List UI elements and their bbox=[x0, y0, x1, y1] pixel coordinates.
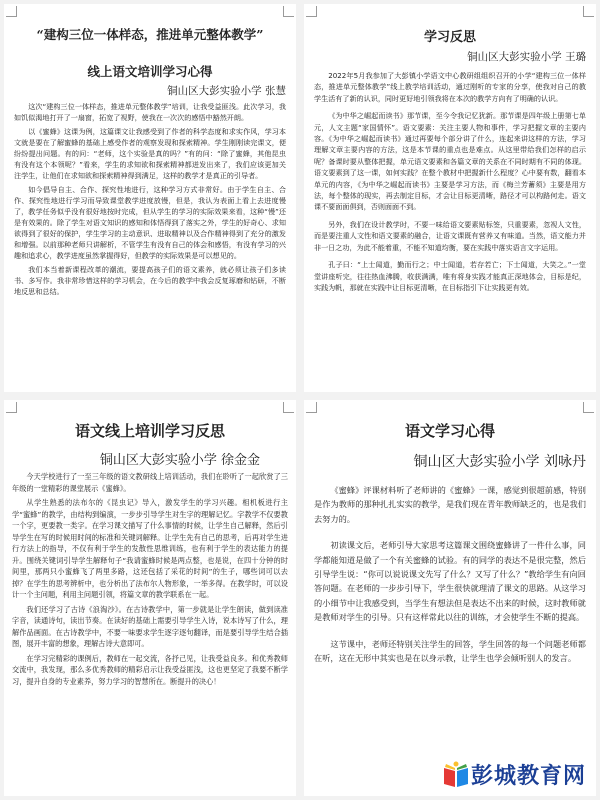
paragraph: 2022年5月我参加了大彭镇小学语文中心教研组组织召开的小学“建构三位一体样态，推进单元整体教学”线上教学培训活动，通过刚听的专家的分享，使我对自己的教学生活有了新的认识，同时更好地引领我将在本次的教学方向有了明确的认识。 bbox=[314, 71, 586, 103]
article-title-line-1: “建构三位一体样态，推进单元整体教学” bbox=[36, 27, 264, 42]
paragraph: 今天学校进行了一至三年级的语文教研线上培训活动，我们在聆听了一起欣赏了三年级的一堂精彩的课堂展示《蜜蜂》。 bbox=[12, 472, 288, 493]
watermark-logo bbox=[441, 759, 586, 790]
article-author: 铜山区大彭实验小学 刘咏丹 bbox=[413, 454, 586, 470]
crop-mark bbox=[6, 6, 17, 17]
crop-mark bbox=[306, 402, 317, 413]
article-author: 铜山区大彭实验小学 王璐 bbox=[467, 51, 586, 63]
article-author: 铜山区大彭实验小学 张慧 bbox=[167, 85, 286, 97]
crop-mark bbox=[283, 6, 294, 17]
book-icon bbox=[441, 760, 471, 790]
article-title-line-2: 线上语文培训学习心得 bbox=[87, 64, 213, 79]
paragraph: 孔子曰：“上士闻道，勤而行之；中士闻道，若存若亡；下士闻道，大笑之。”一堂堂讲座听完，往往热血沸腾，收获满满，唯有将身实践才能真正深地体会，目标是纪，实践为帆，那就在实践中让目标更清晰，在目标指引下让实践更有效。 bbox=[314, 260, 586, 292]
article-title: 语文学习心得 bbox=[404, 422, 495, 440]
article-title: 学习反思 bbox=[423, 30, 476, 45]
article-page-4 bbox=[304, 400, 596, 796]
paragraph: 《为中华之崛起而读书》那节课，至今令我记忆犹新。那节课是四年级上册第七单元，人文主题“家国情怀”。语文要素：关注主要人物和事件，学习把握文章的主要内容。《为中华之崛起而读书》通过再要每个部分讲了什么，连起来讲这样的方法，学习理解文章主要内容的方法，这是本节课的重点也是难点。从这里带给我们怎样的启示呢？备课时要从整体把握，单元语文要素和各篇文章的关系在不同时期有不同的体现。语文要素到了这一课，如何实践？在整个教材中把握新什么程度？心中要有数，翻看本单元的内容，《为中华之崛起而读书》主要是学习方法，而《梅兰芳蓄须》主要是用方法，每个整体的现实，再去制定目标，才会让目标更清晰，路径才可以构路何走。语文课不要面面俱到，否则面面不到。 bbox=[314, 111, 586, 212]
paragraph: 初读课文后，老师引导大家思考这篇课文围绕蜜蜂讲了一件什么事，同学都能知道是做了一个有关蜜蜂的试验。有的同学的表达不是很完整，然后引导学生说：“你可以说说课文先写了什么？又写了什么？”教给学生有向回答问题。在老师的一步步引导下，学生很快就理清了课文的思路。从这学习的小细节中让我感受到，当学生有想法但是表达不出来的时候，这时教师就是教师对学生的引导。只有这样常此以往的训练，才会使学生不断的提高。 bbox=[314, 540, 586, 623]
paragraph: 这次“建构三位一体样态，推进单元整体教学”培训，让我受益匪浅。此次学习，我如饥似渴地打开了一扇窗，拓宽了视野，使我在一次次的感悟中豁然开朗。 bbox=[14, 102, 286, 122]
paragraph: 另外，我们在设计教学时，不要一味给语文要素贴标签，只重要素，忽视人文性，而是要注重人文性和语文要素的融合，让语文课既有营养又有味道。当然，语文能力并非一日之功，为此不能着重，不能不知道均衡，要在实践中落实语言文字运用。 bbox=[314, 219, 586, 252]
watermark-text: 彭城教育网 bbox=[470, 764, 586, 789]
paragraph: 从学生熟悉的法布尔的《昆虫记》导入，激发学生的学习兴趣。相机板进行主学“蜜蜂”的教学，由结构到编演，一步步引导学生对生字的理解记忆。字教学不仅要教一个字，更要教一类字。在学习课文描写了什么事情的时候，让学生自己解释，然后引导学生在写的时候用时间的标准和关键词解释。让学生先有自己的思考，后再对学生进行方法上的指导，不仅有利于学生的发散性思维训练，也有利于学生的表达能力的提升。围绕关键词引导学生解释句子“我请蜜蜂时候是两点整，也是说，在四十分钟的时间里，那两只小蜜蜂飞了两里多路，这还包括了采花的时间”的生子，哪些词可以去掉？在学生的思考辨析中，也分析出了法布尔人物形象，一举多得。在教学时，可以设计一个主问题，利用主问题引领，将篇文章的教学联系在一起。 bbox=[12, 498, 288, 599]
paragraph: 这节课中，老师还特别关注学生的回答，学生回答的每一个问题老师都在听，这在无形中其实也是在以身示教，让学生也学会倾听别人的发言。 bbox=[314, 638, 586, 664]
crop-mark bbox=[583, 402, 594, 413]
crop-mark bbox=[306, 6, 317, 17]
paragraph: 《蜜蜂》评课材料听了老师讲的《蜜蜂》一课，感觉到很超前感，特别是作为教师的那种扎扎实实的教学，是我们现在青年教师缺乏的，也是我们去努力的。 bbox=[314, 485, 586, 524]
paragraph: 在学习完精彩的课例后，教师在一起交流，各抒己见，让我受益良多。和优秀教师交流中，我发现，那么多优秀教师的精彩启示让我受益匪浅，这也更坚定了我要不断学习，提升自身的专业素养，努力学习的智慧所在。断提升的决心！ bbox=[12, 653, 288, 686]
crop-mark bbox=[283, 402, 294, 413]
crop-mark bbox=[6, 402, 17, 413]
article-author: 铜山区大彭实验小学 徐金金 bbox=[99, 453, 261, 468]
paragraph: 我们本当着新课程改革的潮流，要提高孩子们的语文素养，就必须让孩子们多读书、多写作。我非常珍惜这样的学习机会，在今后的教学中我会反复琢磨和钻研，不断地反思和总结。 bbox=[14, 265, 286, 296]
article-page-3 bbox=[4, 400, 296, 796]
paragraph: 以《蜜蜂》这课为例，这篇课文让我感受到了作者的科学态度和求实作风，学习本文就是要在了解蜜蜂的基础上感受作者的观察发现和探索精神。学生刚刚读完课文，便纷纷提出问题。有的问：“老师，这个实验是真的吗？”有的问：“除了蜜蜂，其他昆虫有没有这个本领呢？”看来，学生的求知欲和探索精神都迸发出来了，我们应该更加关注学生，让他们在求知欲和探索精神得到满足，这样的教学才是真正的引导者。 bbox=[14, 127, 286, 180]
article-title: 语文线上培训学习反思 bbox=[74, 422, 225, 440]
paragraph: 我们还学习了古诗《浪淘沙》。在古诗教学中，第一步就是让学生朗读，做到读准字音，读通诗句，读出节奏。在读好的基础上需要引导学生入诗，说本诗写了什么，理解作品画面。在古诗教学中，不要一味要求学生逐字逐句翻译，而是要引导学生结合插图，展开丰富的想象，理解古诗大意即可。 bbox=[12, 604, 288, 648]
article-page-1 bbox=[4, 4, 296, 392]
article-page-2 bbox=[304, 4, 596, 392]
crop-mark bbox=[583, 6, 594, 17]
paragraph: 如今倡导自主、合作、探究性地进行，这种学习方式非常好。由于学生自主、合作、探究性地进行学习而导致课堂教学进度放慢，但是，我认为表面上看上去进度慢了，教学任务似乎没有很好地按时完成，但从学生的学习的实际效果来看，这种“慢”还是有效果的。除了学生对语文知识的感知和体悟得到了落实之外，学生的好奇心、求知欲得到了很好的保护，学生学习的主动意识、进取精神以及合作精神得到了充分的激发和增强。以前那种老师只讲解析，不管学生有没有自己的体会和感悟，有没有学习的兴趣和追求心，教学进度虽然掌握得好，但教学的实际效果是可以想见的。 bbox=[14, 185, 286, 260]
